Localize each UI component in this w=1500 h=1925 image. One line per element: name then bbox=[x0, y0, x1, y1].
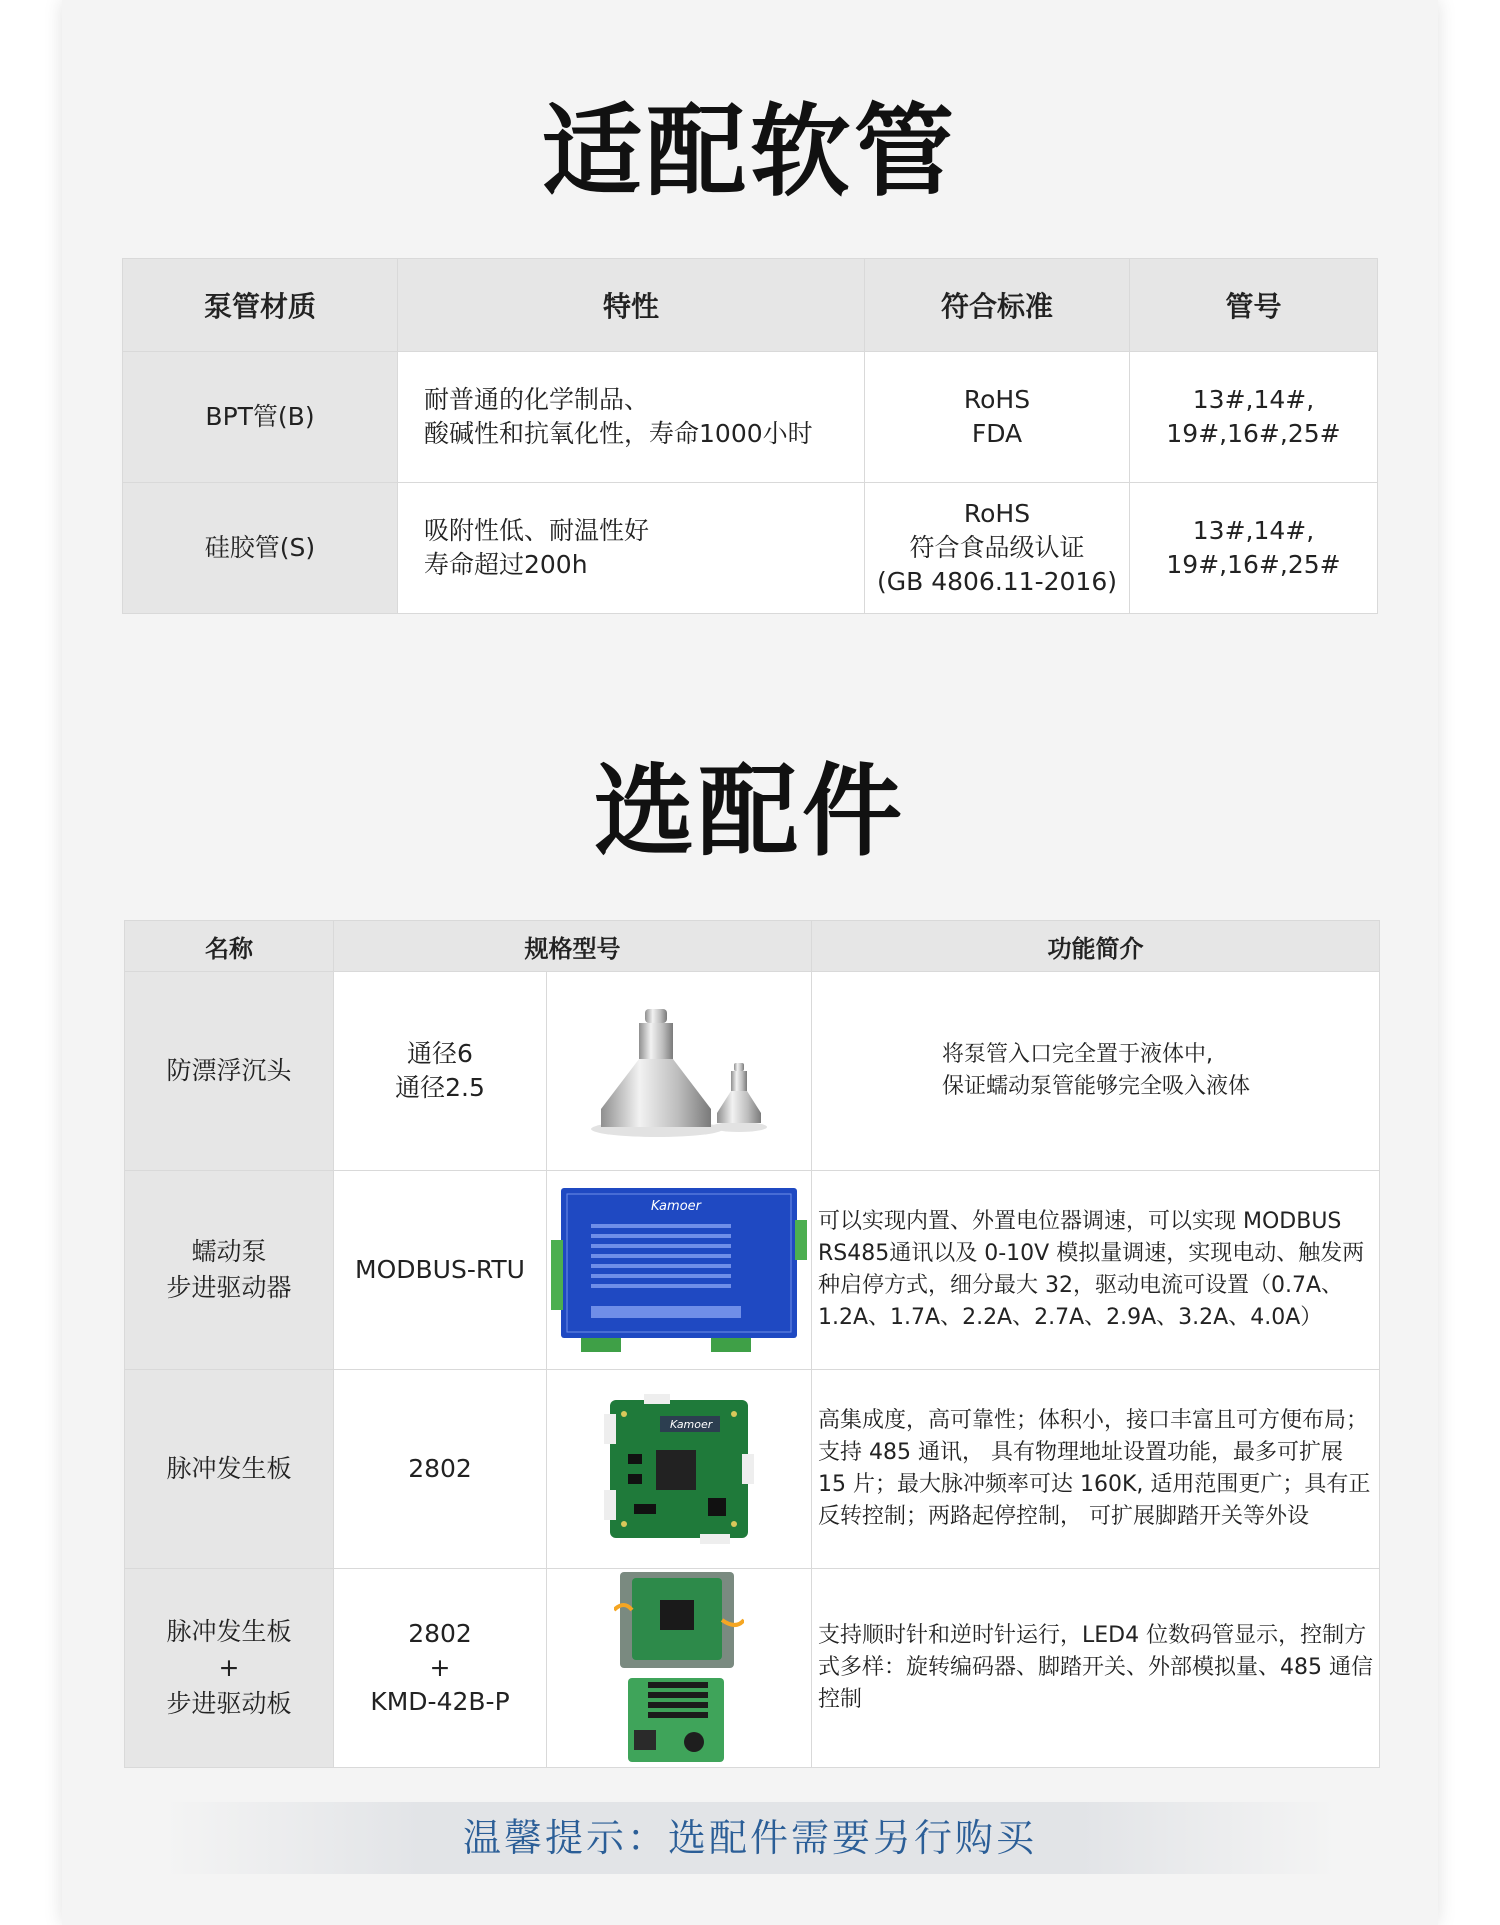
feature-cell: 耐普通的化学制品、 酸碱性和抗氧化性，寿命1000小时 bbox=[398, 352, 865, 483]
accessory-spec-cell: MODBUS-RTU bbox=[334, 1171, 547, 1370]
table-row bbox=[125, 1370, 1380, 1569]
accessory-image-cell bbox=[547, 1370, 812, 1569]
accessory-image-cell bbox=[547, 972, 812, 1171]
brand-label: Kamoer bbox=[670, 1418, 713, 1431]
table-row bbox=[125, 1171, 1380, 1370]
header-feature: 特性 bbox=[398, 259, 865, 352]
tube-no-cell: 13#,14#, 19#,16#,25# bbox=[1130, 483, 1378, 614]
accessory-name-cell: 蠕动泵 步进驱动器 bbox=[125, 1171, 334, 1370]
accessory-desc-cell: 高集成度，高可靠性；体积小，接口丰富且可方便布局；支持 485 通讯， 具有物理地址设置功能，最多可扩展 15 片；最大脉冲频率可达 160K, 适用范围更广；具有正反转控制；两路起停控制， 可扩展脚踏开关等外设 bbox=[812, 1370, 1380, 1569]
header-name: 名称 bbox=[125, 921, 334, 972]
accessory-name-cell: 防漂浮沉头 bbox=[125, 972, 334, 1171]
feature-cell: 吸附性低、耐温性好 寿命超过200h bbox=[398, 483, 865, 614]
product-detail-page bbox=[62, 0, 1438, 1925]
accessory-desc-cell: 将泵管入口完全置于液体中, 保证蠕动泵管能够完全吸入液体 bbox=[812, 972, 1380, 1171]
stepper-driver-icon bbox=[551, 1180, 807, 1360]
pulse-board-icon bbox=[604, 1394, 754, 1544]
material-cell: 硅胶管(S) bbox=[123, 483, 398, 614]
accessory-desc-cell: 支持顺时针和逆时针运行，LED4 位数码管显示，控制方式多样：旋转编码器、脚踏开关、外部模拟量、485 通信控制 bbox=[812, 1569, 1380, 1768]
table-row bbox=[125, 1569, 1380, 1768]
accessory-spec-cell: 2802 + KMD-42B-P bbox=[334, 1569, 547, 1768]
accessory-spec-cell: 2802 bbox=[334, 1370, 547, 1569]
table-header-row bbox=[123, 259, 1378, 352]
accessory-desc-cell: 可以实现内置、外置电位器调速，可以实现 MODBUS RS485通讯以及 0-10V 模拟量调速，实现电动、触发两种启停方式，细分最大 32，驱动电流可设置（0.7A、1.2A、1.7A、2.2A、2.7A、2.9A、3.2A、4.0A） bbox=[812, 1171, 1380, 1370]
table-row bbox=[123, 483, 1378, 614]
table-header-row bbox=[125, 921, 1380, 972]
standard-cell: RoHS 符合食品级认证 (GB 4806.11-2016) bbox=[865, 483, 1130, 614]
header-tube-no: 管号 bbox=[1130, 259, 1378, 352]
accessory-name-cell: 脉冲发生板 bbox=[125, 1370, 334, 1569]
accessory-image-cell bbox=[547, 1171, 812, 1370]
accessory-table bbox=[124, 920, 1380, 1768]
section-title-hose: 适配软管 bbox=[542, 93, 958, 210]
hose-table bbox=[122, 258, 1378, 614]
material-cell: BPT管(B) bbox=[123, 352, 398, 483]
accessory-spec-cell: 通径6 通径2.5 bbox=[334, 972, 547, 1171]
header-spec: 规格型号 bbox=[334, 921, 812, 972]
standard-cell: RoHS FDA bbox=[865, 352, 1130, 483]
accessory-image-cell bbox=[547, 1569, 812, 1768]
brand-label: Kamoer bbox=[651, 1199, 701, 1214]
header-material: 泵管材质 bbox=[123, 259, 398, 352]
header-standard: 符合标准 bbox=[865, 259, 1130, 352]
section-title-accessories: 选配件 bbox=[594, 753, 906, 870]
sinker-head-icon bbox=[579, 1001, 779, 1141]
header-desc: 功能简介 bbox=[812, 921, 1380, 972]
tube-no-cell: 13#,14#, 19#,16#,25# bbox=[1130, 352, 1378, 483]
pulse-and-driver-board-icon bbox=[614, 1570, 744, 1766]
table-row bbox=[125, 972, 1380, 1171]
table-row bbox=[123, 352, 1378, 483]
accessory-name-cell: 脉冲发生板 + 步进驱动板 bbox=[125, 1569, 334, 1768]
tip-text: 温馨提示：选配件需要另行购买 bbox=[462, 1816, 1037, 1860]
